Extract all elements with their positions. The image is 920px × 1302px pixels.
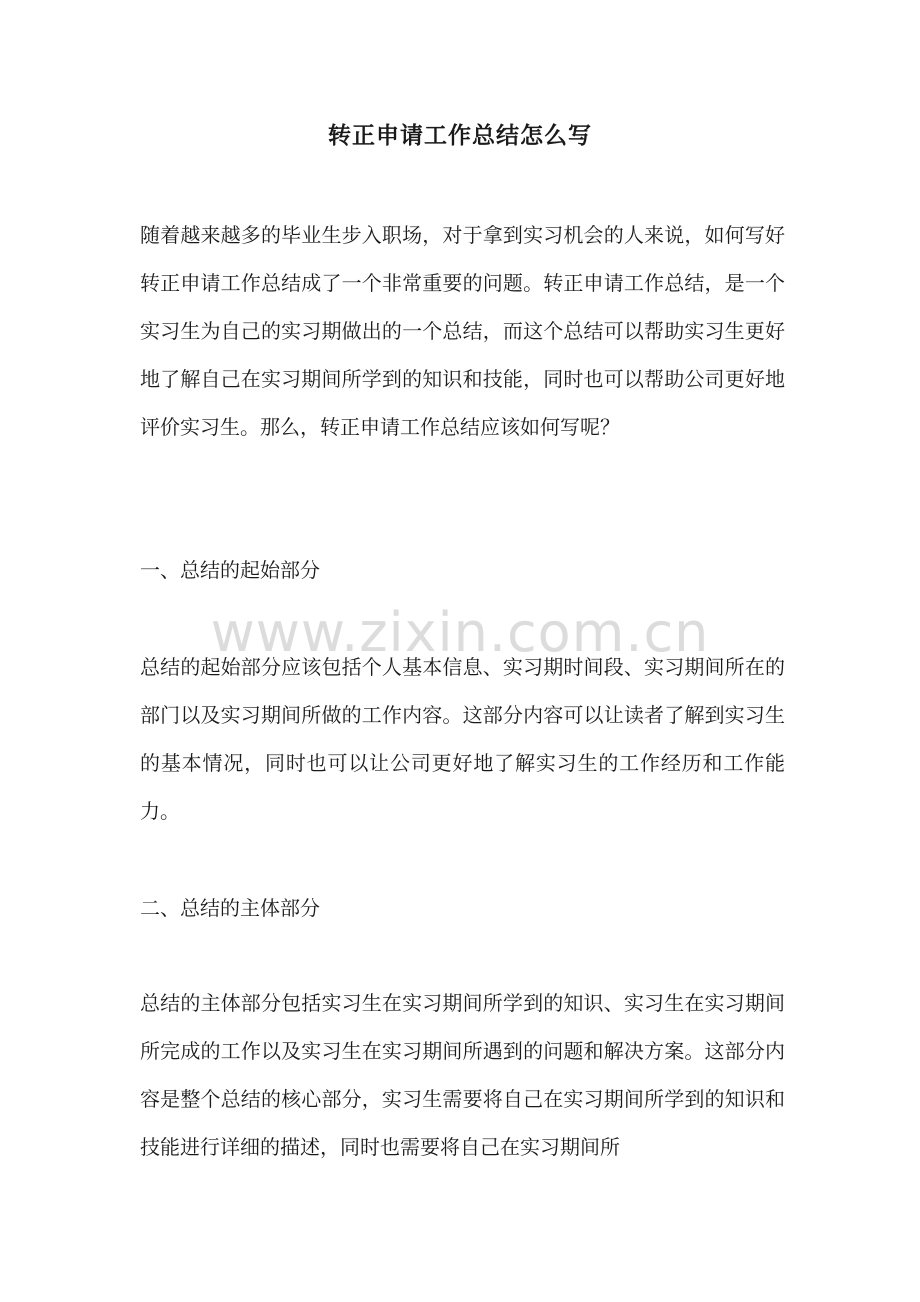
intro-paragraph: 随着越来越多的毕业生步入职场，对于拿到实习机会的人来说，如何写好转正申请工作总结成了一个非常重要的问题。转正申请工作总结，是一个实习生为自己的实习期做出的一个总结，而这个总结可以帮助实习生更好地了解自己在实习期间所学到的知识和技能，同时也可以帮助公司更好地评价实习生。那么，转正申请工作总结应该如何写呢？ (140, 223, 785, 439)
document-title: 转正申请工作总结怎么写 (328, 122, 592, 149)
section-1-body: 总结的起始部分应该包括个人基本信息、实习期时间段、实习期间所在的部门以及实习期间所做的工作内容。这部分内容可以让读者了解到实习生的基本情况，同时也可以让公司更好地了解实习生的工作经历和工作能力。 (140, 655, 785, 823)
section-2-heading: 二、总结的主体部分 (140, 896, 320, 920)
section-2-body: 总结的主体部分包括实习生在实习期间所学到的知识、实习生在实习期间所完成的工作以及实习生在实习期间所遇到的问题和解决方案。这部分内容是整个总结的核心部分，实习生需要将自己在实习期间所学到的知识和技能进行详细的描述，同时也需要将自己在实习期间所 (140, 991, 785, 1159)
section-1-heading: 一、总结的起始部分 (140, 558, 320, 582)
watermark: www.zixin.com.cn (210, 601, 710, 664)
